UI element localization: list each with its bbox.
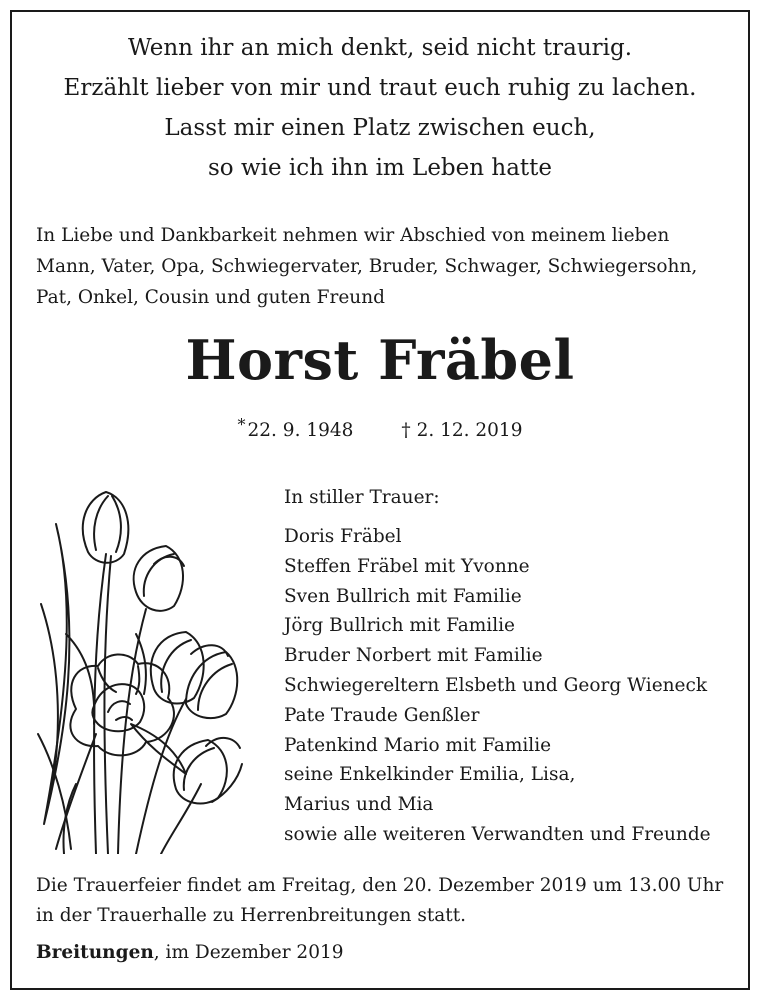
mourner-entry: Doris Fräbel xyxy=(284,526,402,547)
intro-line: Mann, Vater, Opa, Schwiegervater, Bruder, Schwager, Schwiegersohn, xyxy=(36,256,698,277)
mourner-entry: Jörg Bullrich mit Familie xyxy=(284,615,516,637)
birth-date: 22. 9. 1948 xyxy=(247,420,354,441)
mourner-list xyxy=(284,522,711,850)
service-line: Die Trauerfeier findet am Freitag, den 20. Dezember 2019 um 13.00 Uhr xyxy=(36,875,724,896)
tulip-bouquet-icon xyxy=(36,484,266,854)
mourner-entry: sowie alle weiteren Verwandten und Freunde xyxy=(284,823,711,845)
service-line: in der Trauerhalle zu Herrenbreitungen statt. xyxy=(36,905,467,926)
death-cross-icon: † xyxy=(401,420,411,441)
service-info xyxy=(36,871,726,931)
place-date xyxy=(36,938,344,968)
poem xyxy=(0,28,760,188)
intro-line: In Liebe und Dankbarkeit nehmen wir Abschied von meinem lieben xyxy=(36,225,670,246)
death-date: 2. 12. 2019 xyxy=(416,420,523,441)
intro-line: Pat, Onkel, Cousin und guten Freund xyxy=(36,287,385,308)
life-dates xyxy=(0,416,760,446)
mourning-title: In stiller Trauer: xyxy=(284,487,440,508)
deceased-name: Horst Fräbel xyxy=(185,328,575,392)
intro-text xyxy=(36,220,726,313)
birth-star-icon: * xyxy=(237,415,246,434)
mourner-entry: Steffen Fräbel mit Yvonne xyxy=(284,555,530,577)
mourner-entry: Patenkind Mario mit Familie xyxy=(284,734,552,756)
mourner-entry: seine Enkelkinder Emilia, Lisa, xyxy=(284,764,576,786)
poem-line: Erzählt lieber von mir und traut euch ruhig zu lachen. xyxy=(63,75,697,101)
poem-line: Lasst mir einen Platz zwischen euch, xyxy=(164,115,596,141)
poem-line: Wenn ihr an mich denkt, seid nicht traurig. xyxy=(127,35,633,61)
place-town: Breitungen xyxy=(36,942,154,963)
mourner-entry: Pate Traude Genßler xyxy=(284,704,480,726)
mourner-entry: Sven Bullrich mit Familie xyxy=(284,585,522,607)
mourner-entry: Marius und Mia xyxy=(284,794,434,816)
place-date-text: , im Dezember 2019 xyxy=(153,942,344,963)
poem-line: so wie ich ihn im Leben hatte xyxy=(207,155,553,181)
mourner-entry: Schwiegereltern Elsbeth und Georg Wieneck xyxy=(284,674,708,696)
mourner-entry: Bruder Norbert mit Familie xyxy=(284,645,543,667)
